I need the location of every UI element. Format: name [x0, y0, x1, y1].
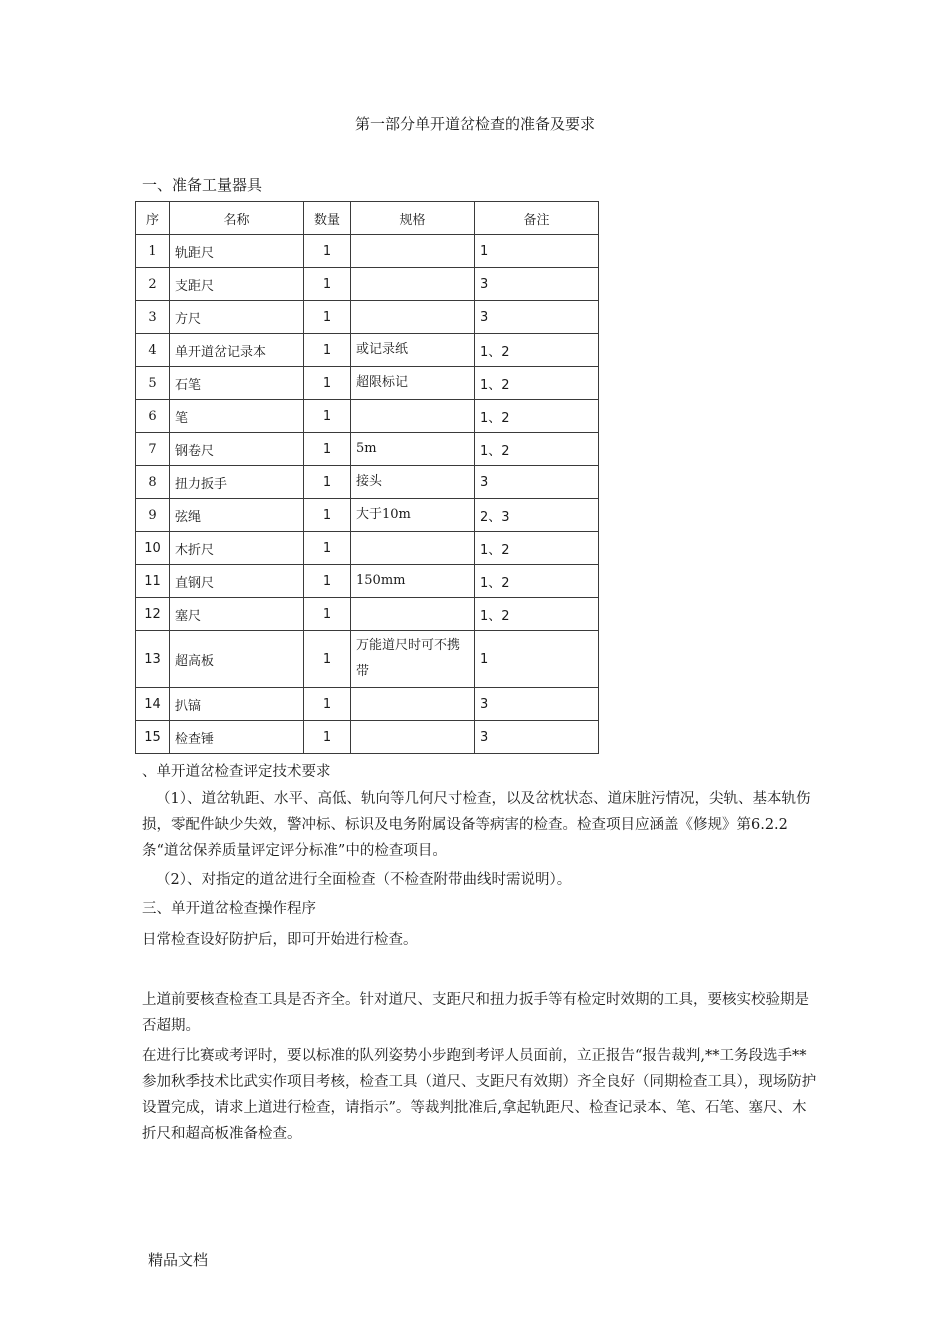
row-note: 1、2 — [475, 565, 599, 598]
row-qty: 1 — [304, 532, 351, 565]
row-note: 1、2 — [475, 532, 599, 565]
row-name: 塞尺 — [170, 598, 304, 631]
row-seq: 2 — [136, 268, 170, 301]
row-name: 单开道岔记录本 — [170, 334, 304, 367]
row-seq: 4 — [136, 334, 170, 367]
row-name: 木折尺 — [170, 532, 304, 565]
row-qty: 1 — [304, 631, 351, 688]
procedure-paragraph-1: 日常检查设好防护后，即可开始进行检查。 — [142, 932, 418, 948]
row-note: 2、3 — [475, 499, 599, 532]
row-spec — [351, 688, 475, 721]
row-seq: 11 — [136, 565, 170, 598]
requirement-paragraph-2: （2）、对指定的道岔进行全面检查（不检查附带曲线时需说明）。 — [156, 872, 572, 888]
requirement-paragraph-1: （1）、道岔轨距、水平、高低、轨向等几何尺寸检查，以及岔枕状态、道床脏污情况，尖轨、基本轨伤损，零配件缺少失效，警冲标、标识及电务附属设备等病害的检查。检查项目应涵盖《修规》第6.2.2条“道岔保养质量评定评分标准”中的检查项目。 — [142, 791, 811, 859]
header-spec: 规格 — [351, 202, 475, 235]
row-seq: 8 — [136, 466, 170, 499]
row-spec: 超限标记 — [351, 367, 475, 400]
row-qty: 1 — [304, 367, 351, 400]
row-seq: 10 — [136, 532, 170, 565]
row-seq: 14 — [136, 688, 170, 721]
row-name: 石笔 — [170, 367, 304, 400]
row-name: 检查锤 — [170, 721, 304, 754]
table-row — [136, 598, 599, 631]
row-name: 扒镐 — [170, 688, 304, 721]
row-name: 超高板 — [170, 631, 304, 688]
row-seq: 5 — [136, 367, 170, 400]
table-row — [136, 532, 599, 565]
row-spec — [351, 268, 475, 301]
row-qty: 1 — [304, 433, 351, 466]
row-name: 方尺 — [170, 301, 304, 334]
row-note: 1、2 — [475, 433, 599, 466]
table-row — [136, 334, 599, 367]
row-spec: 5m — [351, 433, 475, 466]
procedure-paragraph-2: 上道前要核查检查工具是否齐全。针对道尺、支距尺和扭力扳手等有检定时效期的工具，要核实校验期是否超期。 — [142, 992, 809, 1034]
table-row — [136, 688, 599, 721]
table-row — [136, 433, 599, 466]
row-note: 3 — [475, 268, 599, 301]
table-row — [136, 367, 599, 400]
section-heading-requirements: 、单开道岔检查评定技术要求 — [142, 764, 331, 780]
table-header-row — [136, 202, 599, 235]
footer-watermark: 精品文档 — [148, 1251, 209, 1269]
row-note: 1 — [475, 235, 599, 268]
row-name: 弦绳 — [170, 499, 304, 532]
header-name: 名称 — [170, 202, 304, 235]
row-qty: 1 — [304, 301, 351, 334]
table-row — [136, 235, 599, 268]
table-row — [136, 301, 599, 334]
row-note: 3 — [475, 688, 599, 721]
row-name: 轨距尺 — [170, 235, 304, 268]
header-note: 备注 — [475, 202, 599, 235]
table-row — [136, 268, 599, 301]
row-note: 1、2 — [475, 367, 599, 400]
header-qty: 数量 — [304, 202, 351, 235]
row-name: 直钢尺 — [170, 565, 304, 598]
row-name: 扭力扳手 — [170, 466, 304, 499]
row-name: 钢卷尺 — [170, 433, 304, 466]
row-seq: 13 — [136, 631, 170, 688]
row-spec: 150mm — [351, 565, 475, 598]
row-spec: 接头 — [351, 466, 475, 499]
row-spec — [351, 301, 475, 334]
section-heading-procedure: 三、单开道岔检查操作程序 — [142, 901, 316, 917]
row-seq: 7 — [136, 433, 170, 466]
row-seq: 15 — [136, 721, 170, 754]
row-qty: 1 — [304, 400, 351, 433]
row-qty: 1 — [304, 466, 351, 499]
row-qty: 1 — [304, 688, 351, 721]
row-qty: 1 — [304, 598, 351, 631]
table-row — [136, 721, 599, 754]
row-seq: 6 — [136, 400, 170, 433]
row-name: 支距尺 — [170, 268, 304, 301]
row-note: 1、2 — [475, 400, 599, 433]
row-name: 笔 — [170, 400, 304, 433]
row-qty: 1 — [304, 334, 351, 367]
table-row — [136, 499, 599, 532]
row-seq: 1 — [136, 235, 170, 268]
tools-table-body — [136, 235, 599, 754]
row-spec — [351, 598, 475, 631]
table-row — [136, 631, 599, 688]
row-qty: 1 — [304, 499, 351, 532]
row-spec — [351, 721, 475, 754]
row-qty: 1 — [304, 721, 351, 754]
row-spec: 或记录纸 — [351, 334, 475, 367]
page-title: 第一部分单开道岔检查的准备及要求 — [354, 115, 595, 133]
row-seq: 9 — [136, 499, 170, 532]
row-seq: 3 — [136, 301, 170, 334]
row-qty: 1 — [304, 565, 351, 598]
header-seq: 序 — [136, 202, 170, 235]
row-note: 1、2 — [475, 598, 599, 631]
row-spec — [351, 400, 475, 433]
row-spec — [351, 235, 475, 268]
tools-table — [135, 201, 599, 754]
row-note: 3 — [475, 466, 599, 499]
row-spec: 万能道尺时可不携带 — [351, 631, 475, 688]
table-row — [136, 565, 599, 598]
row-seq: 12 — [136, 598, 170, 631]
row-spec — [351, 532, 475, 565]
table-row — [136, 466, 599, 499]
row-spec: 大于10m — [351, 499, 475, 532]
row-qty: 1 — [304, 235, 351, 268]
row-note: 1 — [475, 631, 599, 688]
table-row — [136, 400, 599, 433]
row-note: 3 — [475, 721, 599, 754]
section-heading-tools: 一、准备工量器具 — [142, 176, 263, 194]
row-note: 3 — [475, 301, 599, 334]
procedure-paragraph-3: 在进行比赛或考评时，要以标准的队列姿势小步跑到考评人员面前，立正报告“报告裁判,**工务段选手**参加秋季技术比武实作项目考核，检查工具（道尺、支距尺有效期）齐全良好（同期检查工具），现场防护设置完成，请求上道进行检查，请指示”。等裁判批准后,拿起轨距尺、检查记录本、笔、石笔、塞尺、木折尺和超高板准备检查。 — [142, 1048, 817, 1142]
row-qty: 1 — [304, 268, 351, 301]
row-note: 1、2 — [475, 334, 599, 367]
